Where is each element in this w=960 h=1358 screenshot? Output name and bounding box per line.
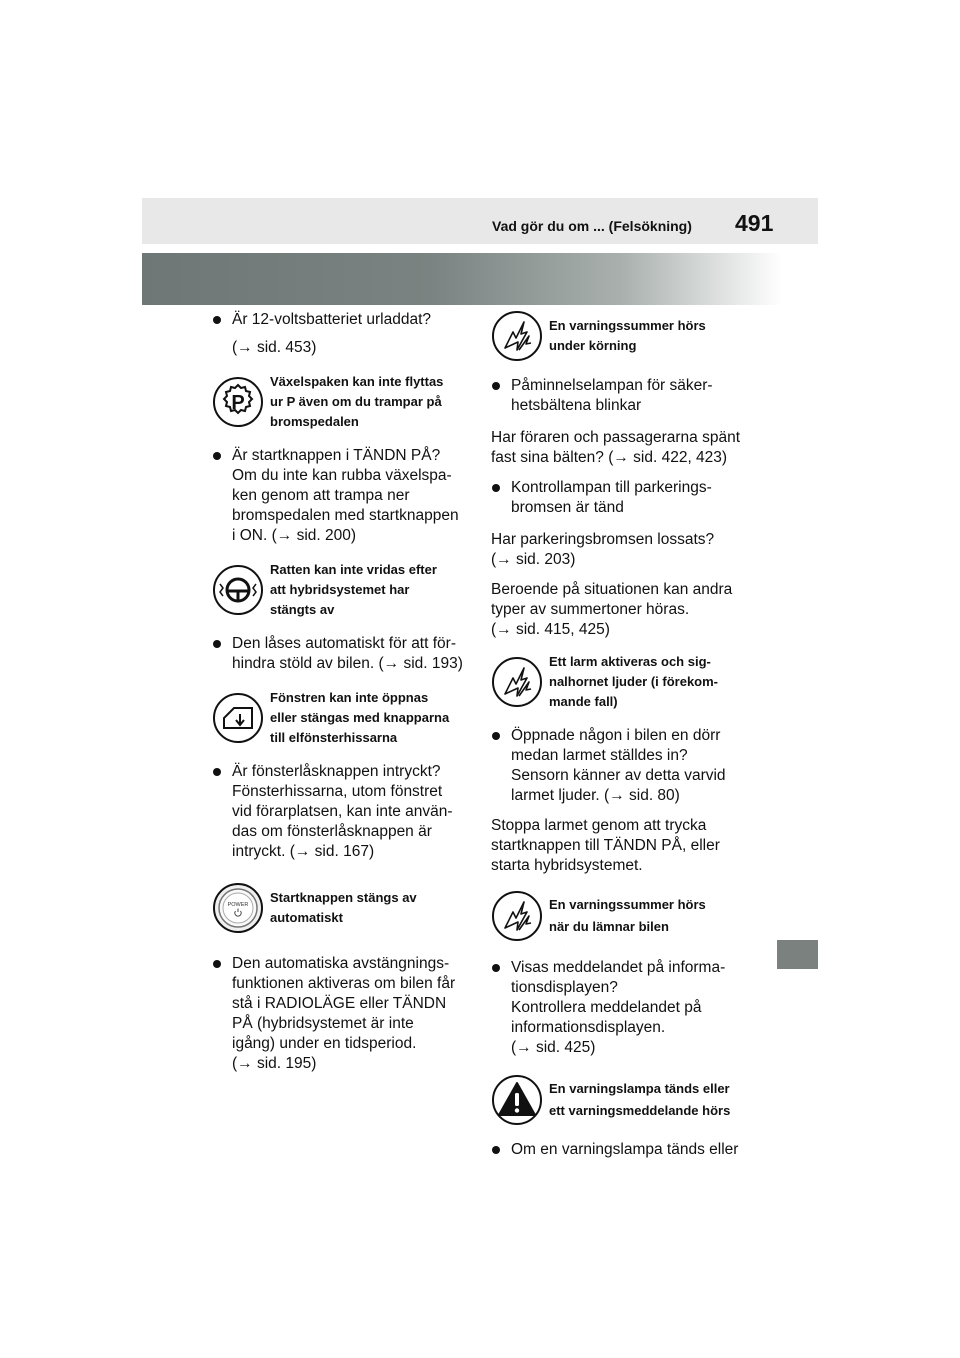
issue-title: En varningslampa tänds eller ett varningsmeddelande hörs — [549, 1081, 731, 1118]
power-window-icon — [212, 692, 264, 744]
issue-item-warning-light — [491, 1074, 761, 1126]
section-title: Vad gör du om ... (Felsökning) — [492, 218, 692, 234]
bullet-item: Den automatiska avstängnings- funktionen aktiveras om bilen får stå i RADIOLÄGE eller TÄNDN PÅ (hybridsystemet är inte igång) under en tidsperiod. (→ sid. 195) — [212, 954, 472, 1074]
issue-item-steering — [212, 560, 472, 620]
issue-item-power-switch — [212, 882, 472, 934]
issue-item-power-windows — [212, 688, 472, 748]
issue-title: Fönstren kan inte öppnas eller stängas med knapparna till elfönsterhissarna — [270, 690, 450, 745]
issue-title: Ratten kan inte vridas efter att hybridsystemet har stängts av — [270, 562, 437, 617]
issue-item-alarm — [491, 652, 761, 712]
paragraph: Har föraren och passagerarna spänt fast sina bälten? (→ sid. 422, 423) — [491, 429, 741, 466]
section-banner — [142, 253, 782, 305]
issue-item-shift-lever — [212, 372, 472, 432]
page-number: 491 — [735, 210, 774, 236]
power-button-icon — [212, 882, 264, 934]
svg-text:P: P — [231, 392, 245, 414]
bullet-item: Kontrollampan till parkerings- bromsen är tänd — [491, 478, 761, 518]
warning-buzzer-icon — [491, 310, 543, 362]
bullet-item: Påminnelselampan för säker- hetsbältena blinkar — [491, 376, 761, 416]
warning-triangle-icon — [491, 1074, 543, 1126]
issue-item-buzzer-leaving — [491, 890, 761, 942]
bullet-item: Är fönsterlåsknappen intryckt? Fönsterhissarna, utom fönstret vid förarplatsen, kan inte använ- das om fönsterlåsknappen är intryckt. (→ sid. 167) — [212, 762, 472, 862]
warning-buzzer-icon — [491, 656, 543, 708]
paragraph: Stoppa larmet genom att trycka startknappen till TÄNDN PÅ, eller starta hybridsystemet. — [491, 817, 720, 874]
bullet-item: Är 12-voltsbatteriet urladdat? — [212, 310, 472, 330]
issue-title: Startknappen stängs av automatiskt — [270, 890, 417, 925]
chapter-tab — [777, 940, 818, 969]
bullet-item: Är startknappen i TÄNDN PÅ? Om du inte kan rubba växelspa- ken genom att trampa ner bromspedalen med startknappen i ON. (→ sid. 200) — [212, 446, 472, 546]
right-column — [491, 310, 761, 1160]
issue-title: En varningssummer hörs när du lämnar bilen — [549, 897, 706, 934]
header-bar — [142, 198, 818, 244]
bullet-item: Visas meddelandet på informa- tionsdisplayen? Kontrollera meddelandet på informationsdisplayen. (→ sid. 425) — [491, 958, 761, 1058]
issue-title: Ett larm aktiveras och sig- nalhornet ljuder (i förekom- mande fall) — [549, 654, 719, 709]
issue-title: En varningssummer hörs under körning — [549, 318, 706, 353]
issue-item-buzzer-driving — [491, 310, 761, 362]
shift-lock-p-icon — [212, 376, 264, 428]
steering-lock-icon — [212, 564, 264, 616]
left-column — [212, 310, 472, 1074]
issue-title: Växelspaken kan inte flyttas ur P även om du trampar på bromspedalen — [270, 374, 444, 429]
bullet-item: Den låses automatiskt för att för- hindra stöld av bilen. (→ sid. 193) — [212, 634, 472, 674]
bullet-item: Öppnade någon i bilen en dörr medan larmet ställdes in? Sensorn känner av detta varvid larmet ljuder. (→ sid. 80) — [491, 726, 761, 806]
warning-buzzer-icon — [491, 890, 543, 942]
power-label: POWER — [227, 902, 249, 908]
page-reference: (→ sid. 453) — [232, 339, 317, 356]
paragraph: Beroende på situationen kan andra typer av summertoner höras. (→ sid. 415, 425) — [491, 581, 733, 638]
bullet-item: Om en varningslampa tänds eller — [491, 1140, 761, 1160]
paragraph: Har parkeringsbromsen lossats? (→ sid. 203) — [491, 531, 715, 568]
